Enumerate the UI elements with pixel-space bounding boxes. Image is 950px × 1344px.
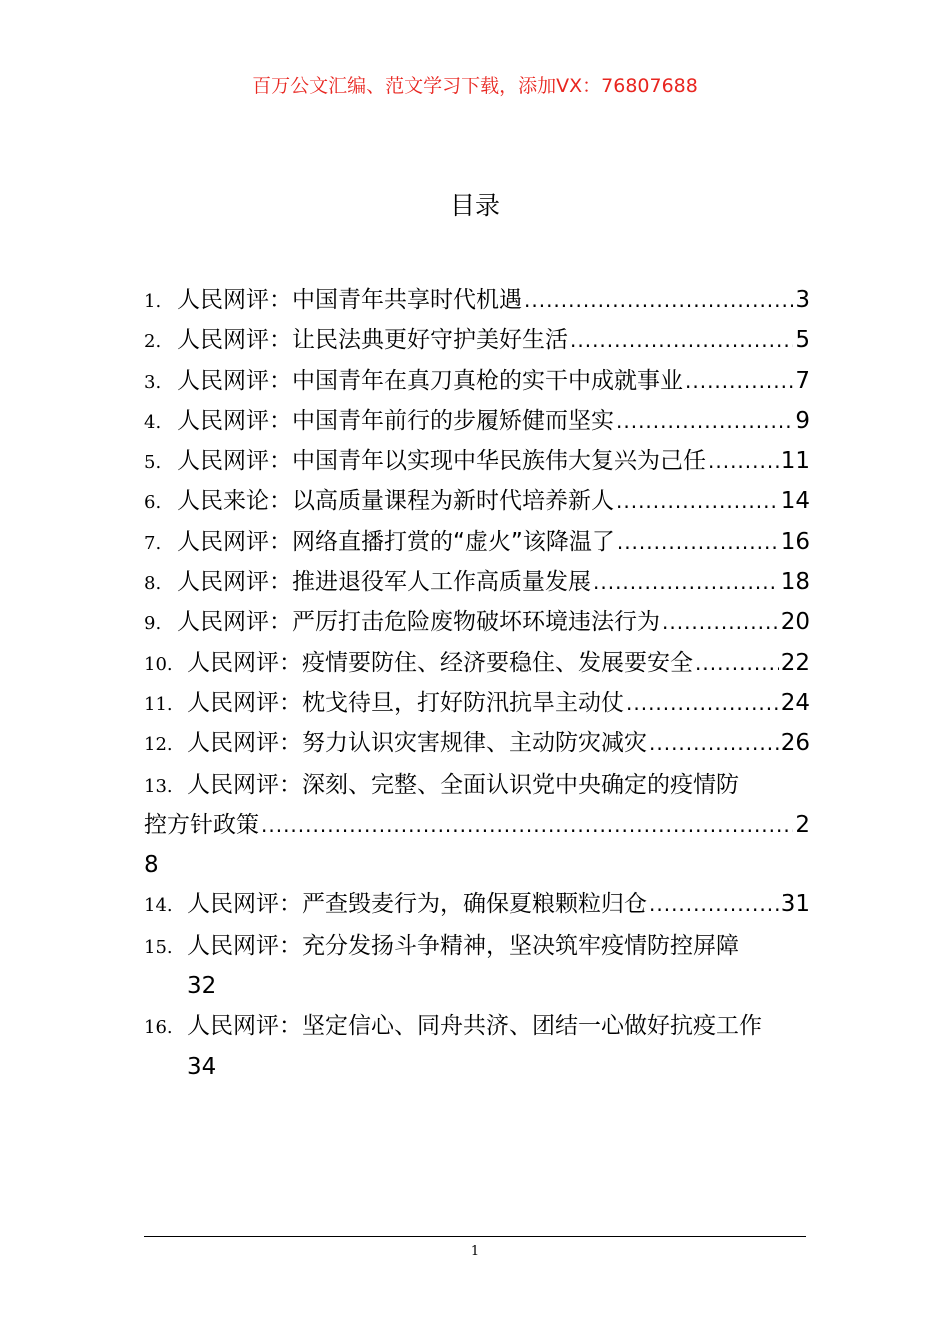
toc-entry-title: 人民网评：枕戈待旦，打好防汛抗旱主动仗 [187,689,624,716]
toc-entry-page: 2 [795,811,810,838]
toc-entry-title: 人民网评：网络直播打赏的“虚火”该降温了 [177,528,615,555]
toc-entry-page: 22 [780,649,810,676]
toc-leader-dots [649,731,779,755]
toc-entry-page: 14 [780,488,810,515]
toc-entry-number: 2. [144,331,162,353]
toc-entry-7[interactable] [144,523,810,563]
table-of-contents [144,281,810,1087]
toc-entry-4[interactable] [144,402,810,442]
toc-entry-number: 9. [144,613,162,635]
toc-leader-dots [616,409,793,433]
toc-entry-page: 34 [187,1053,217,1080]
toc-entry-title: 人民网评：中国青年以实现中华民族伟大复兴为己任 [177,448,706,475]
toc-entry-number: 8. [144,573,162,595]
toc-entry-title: 人民网评：中国青年在真刀真枪的实干中成就事业 [177,367,683,394]
toc-entry-number: 4. [144,411,162,433]
toc-entry-page: 32 [187,973,217,1000]
toc-entry-title: 人民网评：推进退役军人工作高质量发展 [177,569,591,596]
toc-entry-8[interactable] [144,563,810,603]
toc-entry-number: 14. [144,895,173,917]
toc-leader-dots [626,691,779,715]
toc-entry-title: 人民网评：中国青年共享时代机遇 [177,287,522,313]
toc-entry-page: 11 [780,448,810,475]
toc-leader-dots [695,651,779,675]
toc-entry-page: 31 [780,891,810,918]
toc-entry-page: 20 [780,609,810,636]
toc-entry-1[interactable] [144,281,810,321]
toc-entry-page: 3 [795,287,810,313]
toc-leader-dots [593,570,779,594]
toc-entry-page: 24 [780,689,810,716]
toc-leader-dots [708,449,779,473]
toc-entry-page: 5 [795,327,810,354]
toc-entry-number: 10. [144,653,173,675]
toc-entry-14[interactable] [144,885,810,925]
toc-entry-title: 人民网评：让民法典更好守护美好生活 [177,327,568,354]
toc-entry-16[interactable] [144,1006,810,1087]
toc-entry-title: 人民网评：深刻、完整、全面认识党中央确定的疫情防 [187,771,739,798]
toc-entry-number: 13. [144,775,173,797]
toc-entry-title: 人民网评：充分发扬斗争精神，坚决筑牢疫情防控屏障 [187,932,739,959]
toc-leader-dots [616,489,779,513]
toc-entry-2[interactable] [144,321,810,361]
toc-entry-title: 人民网评：严查毁麦行为，确保夏粮颗粒归仓 [187,891,647,918]
toc-entry-page-continued: 8 [144,852,159,879]
toc-entry-number: 7. [144,532,162,554]
toc-entry-number: 5. [144,452,162,474]
toc-leader-dots [617,530,779,554]
toc-entry-6[interactable] [144,482,810,522]
toc-entry-5[interactable] [144,442,810,482]
toc-entry-number: 16. [144,1017,173,1039]
toc-entry-number: 3. [144,371,162,393]
toc-leader-dots [524,288,793,312]
toc-entry-page: 7 [795,367,810,394]
toc-entry-title: 人民网评：努力认识灾害规律、主动防灾减灾 [187,730,647,757]
toc-entry-title: 人民网评：坚定信心、同舟共济、团结一心做好抗疫工作 [187,1013,762,1040]
toc-entry-page: 18 [780,569,810,596]
toc-entry-10[interactable] [144,644,810,684]
toc-entry-13[interactable] [144,765,810,886]
toc-entry-title-continued: 控方针政策 [144,811,259,838]
toc-leader-dots [649,892,779,916]
toc-entry-11[interactable] [144,684,810,724]
toc-entry-number: 15. [144,936,173,958]
toc-entry-number: 6. [144,492,162,514]
footer-divider [144,1236,806,1237]
toc-entry-12[interactable] [144,724,810,764]
toc-entry-15[interactable] [144,926,810,1007]
toc-entry-3[interactable] [144,362,810,402]
toc-entry-number: 11. [144,693,173,715]
toc-entry-number: 12. [144,734,173,756]
toc-leader-dots [685,369,793,393]
toc-leader-dots [662,610,779,634]
toc-entry-title: 人民网评：中国青年前行的步履矫健而坚实 [177,407,614,434]
toc-entry-number: 1. [144,291,162,312]
toc-entry-9[interactable] [144,603,810,643]
toc-entry-page: 9 [795,407,810,434]
toc-entry-title: 人民网评：严厉打击危险废物破坏环境违法行为 [177,609,660,636]
toc-entry-page: 26 [780,730,810,757]
toc-entry-page: 16 [780,528,810,555]
toc-leader-dots [570,328,793,352]
toc-title: 目录 [449,191,500,220]
header-banner: 百万公文汇编、范文学习下载，添加VX：76807688 [252,75,698,97]
toc-leader-dots [261,805,793,845]
toc-entry-title: 人民来论：以高质量课程为新时代培养新人 [177,488,614,515]
toc-entry-title: 人民网评：疫情要防住、经济要稳住、发展要安全 [187,649,693,676]
page-number: 1 [470,1244,480,1259]
